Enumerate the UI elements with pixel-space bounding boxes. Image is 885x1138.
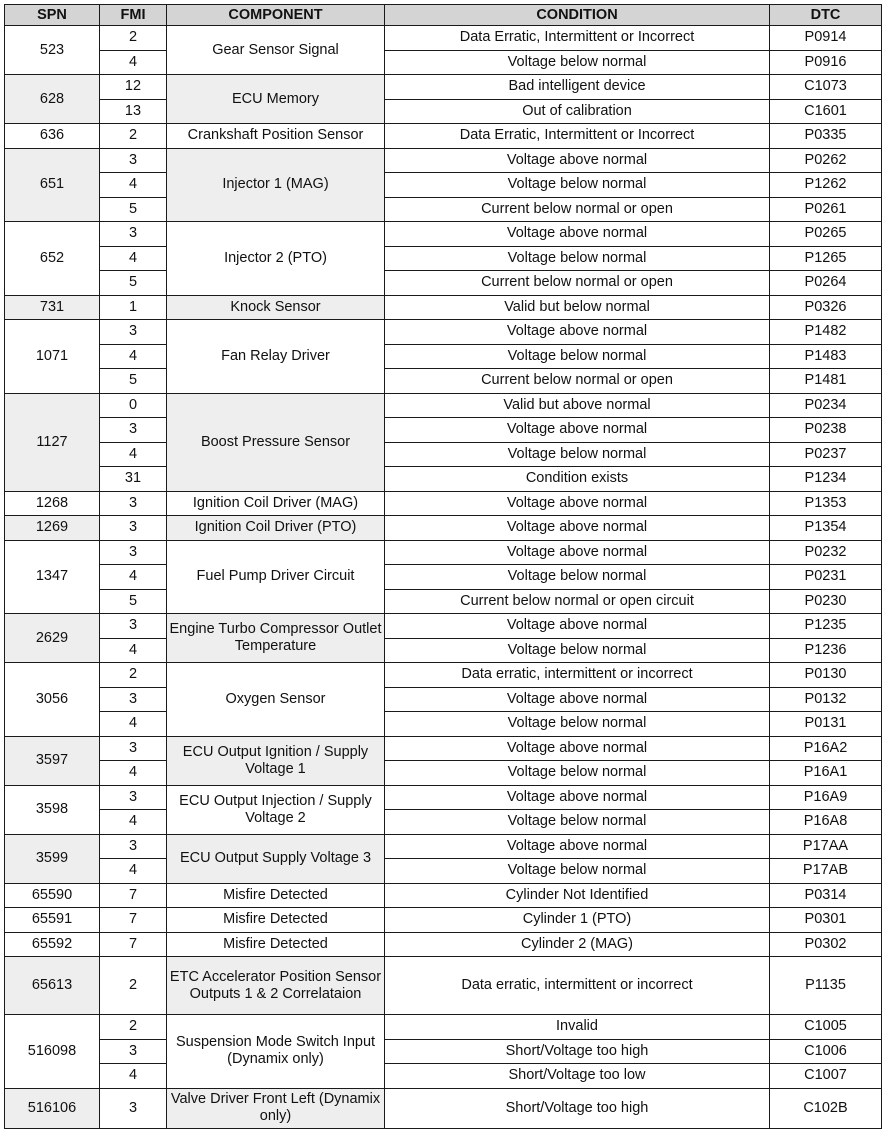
table-row bbox=[5, 908, 882, 933]
dtc-cell: C102B bbox=[770, 1088, 882, 1128]
dtc-cell: P0265 bbox=[770, 222, 882, 247]
spn-cell: 1268 bbox=[5, 491, 100, 516]
component-cell: Crankshaft Position Sensor bbox=[167, 124, 385, 149]
condition-cell: Cylinder 2 (MAG) bbox=[385, 932, 770, 957]
table-row bbox=[5, 491, 882, 516]
dtc-cell: C1006 bbox=[770, 1039, 882, 1064]
condition-cell: Voltage below normal bbox=[385, 712, 770, 737]
condition-cell: Cylinder 1 (PTO) bbox=[385, 908, 770, 933]
component-cell: Misfire Detected bbox=[167, 883, 385, 908]
table-row bbox=[5, 222, 882, 247]
dtc-cell: P0302 bbox=[770, 932, 882, 957]
dtc-cell: P0234 bbox=[770, 393, 882, 418]
spn-cell: 1127 bbox=[5, 393, 100, 491]
header-component: COMPONENT bbox=[167, 5, 385, 26]
condition-cell: Voltage above normal bbox=[385, 834, 770, 859]
condition-cell: Current below normal or open bbox=[385, 271, 770, 296]
dtc-cell: P1481 bbox=[770, 369, 882, 394]
condition-cell: Current below normal or open bbox=[385, 369, 770, 394]
dtc-cell: P1353 bbox=[770, 491, 882, 516]
condition-cell: Voltage above normal bbox=[385, 687, 770, 712]
fmi-cell: 3 bbox=[100, 516, 167, 541]
fmi-cell: 3 bbox=[100, 1088, 167, 1128]
dtc-cell: P0914 bbox=[770, 26, 882, 51]
component-cell: Knock Sensor bbox=[167, 295, 385, 320]
spn-cell: 516098 bbox=[5, 1015, 100, 1089]
dtc-cell: P1354 bbox=[770, 516, 882, 541]
fmi-cell: 3 bbox=[100, 418, 167, 443]
fmi-cell: 12 bbox=[100, 75, 167, 100]
fmi-cell: 31 bbox=[100, 467, 167, 492]
condition-cell: Voltage below normal bbox=[385, 810, 770, 835]
component-cell: ECU Memory bbox=[167, 75, 385, 124]
dtc-cell: P0130 bbox=[770, 663, 882, 688]
table-row bbox=[5, 197, 882, 222]
table-row bbox=[5, 75, 882, 100]
condition-cell: Short/Voltage too low bbox=[385, 1064, 770, 1089]
table-row bbox=[5, 712, 882, 737]
fmi-cell: 3 bbox=[100, 320, 167, 345]
spn-cell: 636 bbox=[5, 124, 100, 149]
dtc-cell: P0231 bbox=[770, 565, 882, 590]
condition-cell: Data Erratic, Intermittent or Incorrect bbox=[385, 26, 770, 51]
header-spn: SPN bbox=[5, 5, 100, 26]
table-row bbox=[5, 1088, 882, 1128]
table-row bbox=[5, 663, 882, 688]
fmi-cell: 2 bbox=[100, 26, 167, 51]
dtc-cell: P0232 bbox=[770, 540, 882, 565]
condition-cell: Voltage above normal bbox=[385, 785, 770, 810]
table-row bbox=[5, 565, 882, 590]
dtc-cell: P17AB bbox=[770, 859, 882, 884]
spn-cell: 1269 bbox=[5, 516, 100, 541]
fmi-cell: 4 bbox=[100, 442, 167, 467]
condition-cell: Condition exists bbox=[385, 467, 770, 492]
spn-cell: 65613 bbox=[5, 957, 100, 1015]
dtc-cell: C1005 bbox=[770, 1015, 882, 1040]
table-row bbox=[5, 344, 882, 369]
table-body bbox=[5, 26, 882, 1129]
spn-cell: 1347 bbox=[5, 540, 100, 614]
spn-cell: 731 bbox=[5, 295, 100, 320]
table-row bbox=[5, 418, 882, 443]
condition-cell: Data erratic, intermittent or incorrect bbox=[385, 957, 770, 1015]
condition-cell: Voltage above normal bbox=[385, 222, 770, 247]
fmi-cell: 4 bbox=[100, 344, 167, 369]
condition-cell: Voltage above normal bbox=[385, 491, 770, 516]
spn-cell: 65591 bbox=[5, 908, 100, 933]
component-cell: ECU Output Supply Voltage 3 bbox=[167, 834, 385, 883]
condition-cell: Bad intelligent device bbox=[385, 75, 770, 100]
dtc-cell: P16A8 bbox=[770, 810, 882, 835]
component-cell: Injector 2 (PTO) bbox=[167, 222, 385, 296]
component-cell: Ignition Coil Driver (PTO) bbox=[167, 516, 385, 541]
condition-cell: Voltage below normal bbox=[385, 638, 770, 663]
table-row bbox=[5, 687, 882, 712]
table-row bbox=[5, 736, 882, 761]
spn-cell: 3056 bbox=[5, 663, 100, 737]
component-cell: Fan Relay Driver bbox=[167, 320, 385, 394]
fmi-cell: 4 bbox=[100, 1064, 167, 1089]
table-row bbox=[5, 148, 882, 173]
table-row bbox=[5, 761, 882, 786]
dtc-cell: P16A1 bbox=[770, 761, 882, 786]
dtc-cell: P0262 bbox=[770, 148, 882, 173]
table-row bbox=[5, 810, 882, 835]
header-fmi: FMI bbox=[100, 5, 167, 26]
table-row bbox=[5, 1015, 882, 1040]
fmi-cell: 2 bbox=[100, 1015, 167, 1040]
dtc-cell: P0301 bbox=[770, 908, 882, 933]
fmi-cell: 2 bbox=[100, 124, 167, 149]
condition-cell: Voltage below normal bbox=[385, 565, 770, 590]
spn-cell: 3597 bbox=[5, 736, 100, 785]
dtc-cell: P1265 bbox=[770, 246, 882, 271]
condition-cell: Voltage above normal bbox=[385, 148, 770, 173]
dtc-cell: P0264 bbox=[770, 271, 882, 296]
dtc-table bbox=[4, 4, 882, 1129]
fmi-cell: 3 bbox=[100, 614, 167, 639]
dtc-cell: P0238 bbox=[770, 418, 882, 443]
header-row bbox=[5, 5, 882, 26]
table-row bbox=[5, 246, 882, 271]
fmi-cell: 4 bbox=[100, 859, 167, 884]
dtc-cell: P0230 bbox=[770, 589, 882, 614]
dtc-cell: P1483 bbox=[770, 344, 882, 369]
fmi-cell: 4 bbox=[100, 246, 167, 271]
fmi-cell: 4 bbox=[100, 638, 167, 663]
component-cell: Gear Sensor Signal bbox=[167, 26, 385, 75]
dtc-cell: P0335 bbox=[770, 124, 882, 149]
component-cell: Engine Turbo Compressor Outlet Temperature bbox=[167, 614, 385, 663]
fmi-cell: 4 bbox=[100, 761, 167, 786]
component-cell: Ignition Coil Driver (MAG) bbox=[167, 491, 385, 516]
table-row bbox=[5, 614, 882, 639]
table-row bbox=[5, 393, 882, 418]
condition-cell: Voltage below normal bbox=[385, 246, 770, 271]
table-row bbox=[5, 26, 882, 51]
table-row bbox=[5, 442, 882, 467]
dtc-cell: P16A2 bbox=[770, 736, 882, 761]
dtc-cell: C1073 bbox=[770, 75, 882, 100]
fmi-cell: 13 bbox=[100, 99, 167, 124]
condition-cell: Short/Voltage too high bbox=[385, 1039, 770, 1064]
dtc-cell: P0237 bbox=[770, 442, 882, 467]
dtc-cell: P1482 bbox=[770, 320, 882, 345]
component-cell: Oxygen Sensor bbox=[167, 663, 385, 737]
component-cell: Valve Driver Front Left (Dynamix only) bbox=[167, 1088, 385, 1128]
fmi-cell: 3 bbox=[100, 785, 167, 810]
dtc-cell: P0132 bbox=[770, 687, 882, 712]
spn-cell: 3599 bbox=[5, 834, 100, 883]
spn-cell: 65592 bbox=[5, 932, 100, 957]
fmi-cell: 4 bbox=[100, 810, 167, 835]
table-row bbox=[5, 320, 882, 345]
component-cell: ECU Output Ignition / Supply Voltage 1 bbox=[167, 736, 385, 785]
condition-cell: Voltage above normal bbox=[385, 614, 770, 639]
fmi-cell: 5 bbox=[100, 197, 167, 222]
condition-cell: Voltage above normal bbox=[385, 516, 770, 541]
table-row bbox=[5, 50, 882, 75]
spn-cell: 2629 bbox=[5, 614, 100, 663]
condition-cell: Cylinder Not Identified bbox=[385, 883, 770, 908]
table-row bbox=[5, 271, 882, 296]
table-row bbox=[5, 932, 882, 957]
table-row bbox=[5, 1064, 882, 1089]
table-row bbox=[5, 638, 882, 663]
spn-cell: 1071 bbox=[5, 320, 100, 394]
condition-cell: Short/Voltage too high bbox=[385, 1088, 770, 1128]
component-cell: Injector 1 (MAG) bbox=[167, 148, 385, 222]
dtc-cell: C1007 bbox=[770, 1064, 882, 1089]
dtc-cell: P0314 bbox=[770, 883, 882, 908]
fmi-cell: 5 bbox=[100, 589, 167, 614]
dtc-cell: P0916 bbox=[770, 50, 882, 75]
fmi-cell: 3 bbox=[100, 687, 167, 712]
dtc-cell: C1601 bbox=[770, 99, 882, 124]
component-cell: Misfire Detected bbox=[167, 908, 385, 933]
fmi-cell: 1 bbox=[100, 295, 167, 320]
component-cell: Misfire Detected bbox=[167, 932, 385, 957]
dtc-cell: P1234 bbox=[770, 467, 882, 492]
fmi-cell: 3 bbox=[100, 834, 167, 859]
fmi-cell: 3 bbox=[100, 540, 167, 565]
table-row bbox=[5, 589, 882, 614]
condition-cell: Voltage above normal bbox=[385, 736, 770, 761]
condition-cell: Voltage below normal bbox=[385, 173, 770, 198]
fmi-cell: 7 bbox=[100, 932, 167, 957]
condition-cell: Voltage below normal bbox=[385, 50, 770, 75]
table-row bbox=[5, 785, 882, 810]
condition-cell: Voltage above normal bbox=[385, 320, 770, 345]
condition-cell: Out of calibration bbox=[385, 99, 770, 124]
condition-cell: Voltage above normal bbox=[385, 540, 770, 565]
fmi-cell: 4 bbox=[100, 565, 167, 590]
spn-cell: 628 bbox=[5, 75, 100, 124]
dtc-cell: P0326 bbox=[770, 295, 882, 320]
spn-cell: 3598 bbox=[5, 785, 100, 834]
header-dtc: DTC bbox=[770, 5, 882, 26]
fmi-cell: 4 bbox=[100, 173, 167, 198]
condition-cell: Data Erratic, Intermittent or Incorrect bbox=[385, 124, 770, 149]
table-row bbox=[5, 957, 882, 1015]
dtc-cell: P0131 bbox=[770, 712, 882, 737]
table-row bbox=[5, 99, 882, 124]
fmi-cell: 5 bbox=[100, 369, 167, 394]
condition-cell: Voltage below normal bbox=[385, 442, 770, 467]
dtc-cell: P1135 bbox=[770, 957, 882, 1015]
condition-cell: Valid but above normal bbox=[385, 393, 770, 418]
fmi-cell: 7 bbox=[100, 908, 167, 933]
condition-cell: Valid but below normal bbox=[385, 295, 770, 320]
table-row bbox=[5, 540, 882, 565]
dtc-cell: P16A9 bbox=[770, 785, 882, 810]
dtc-table-container bbox=[4, 4, 882, 1129]
table-row bbox=[5, 369, 882, 394]
table-row bbox=[5, 467, 882, 492]
table-row bbox=[5, 859, 882, 884]
component-cell: ECU Output Injection / Supply Voltage 2 bbox=[167, 785, 385, 834]
dtc-cell: P1236 bbox=[770, 638, 882, 663]
fmi-cell: 5 bbox=[100, 271, 167, 296]
condition-cell: Voltage above normal bbox=[385, 418, 770, 443]
dtc-cell: P1235 bbox=[770, 614, 882, 639]
component-cell: Suspension Mode Switch Input (Dynamix only) bbox=[167, 1015, 385, 1089]
table-row bbox=[5, 516, 882, 541]
table-row bbox=[5, 295, 882, 320]
table-row bbox=[5, 883, 882, 908]
condition-cell: Current below normal or open circuit bbox=[385, 589, 770, 614]
fmi-cell: 3 bbox=[100, 222, 167, 247]
fmi-cell: 4 bbox=[100, 50, 167, 75]
fmi-cell: 3 bbox=[100, 148, 167, 173]
condition-cell: Invalid bbox=[385, 1015, 770, 1040]
table-row bbox=[5, 124, 882, 149]
component-cell: Boost Pressure Sensor bbox=[167, 393, 385, 491]
spn-cell: 652 bbox=[5, 222, 100, 296]
table-row bbox=[5, 1039, 882, 1064]
fmi-cell: 3 bbox=[100, 1039, 167, 1064]
table-row bbox=[5, 173, 882, 198]
fmi-cell: 3 bbox=[100, 736, 167, 761]
spn-cell: 523 bbox=[5, 26, 100, 75]
fmi-cell: 3 bbox=[100, 491, 167, 516]
component-cell: Fuel Pump Driver Circuit bbox=[167, 540, 385, 614]
component-cell: ETC Accelerator Position Sensor Outputs 1 & 2 Correlataion bbox=[167, 957, 385, 1015]
fmi-cell: 0 bbox=[100, 393, 167, 418]
condition-cell: Current below normal or open bbox=[385, 197, 770, 222]
condition-cell: Voltage below normal bbox=[385, 761, 770, 786]
header-condition: CONDITION bbox=[385, 5, 770, 26]
condition-cell: Voltage below normal bbox=[385, 859, 770, 884]
spn-cell: 651 bbox=[5, 148, 100, 222]
fmi-cell: 7 bbox=[100, 883, 167, 908]
condition-cell: Voltage below normal bbox=[385, 344, 770, 369]
spn-cell: 516106 bbox=[5, 1088, 100, 1128]
table-row bbox=[5, 834, 882, 859]
fmi-cell: 2 bbox=[100, 957, 167, 1015]
condition-cell: Data erratic, intermittent or incorrect bbox=[385, 663, 770, 688]
fmi-cell: 4 bbox=[100, 712, 167, 737]
fmi-cell: 2 bbox=[100, 663, 167, 688]
dtc-cell: P0261 bbox=[770, 197, 882, 222]
spn-cell: 65590 bbox=[5, 883, 100, 908]
dtc-cell: P17AA bbox=[770, 834, 882, 859]
dtc-cell: P1262 bbox=[770, 173, 882, 198]
